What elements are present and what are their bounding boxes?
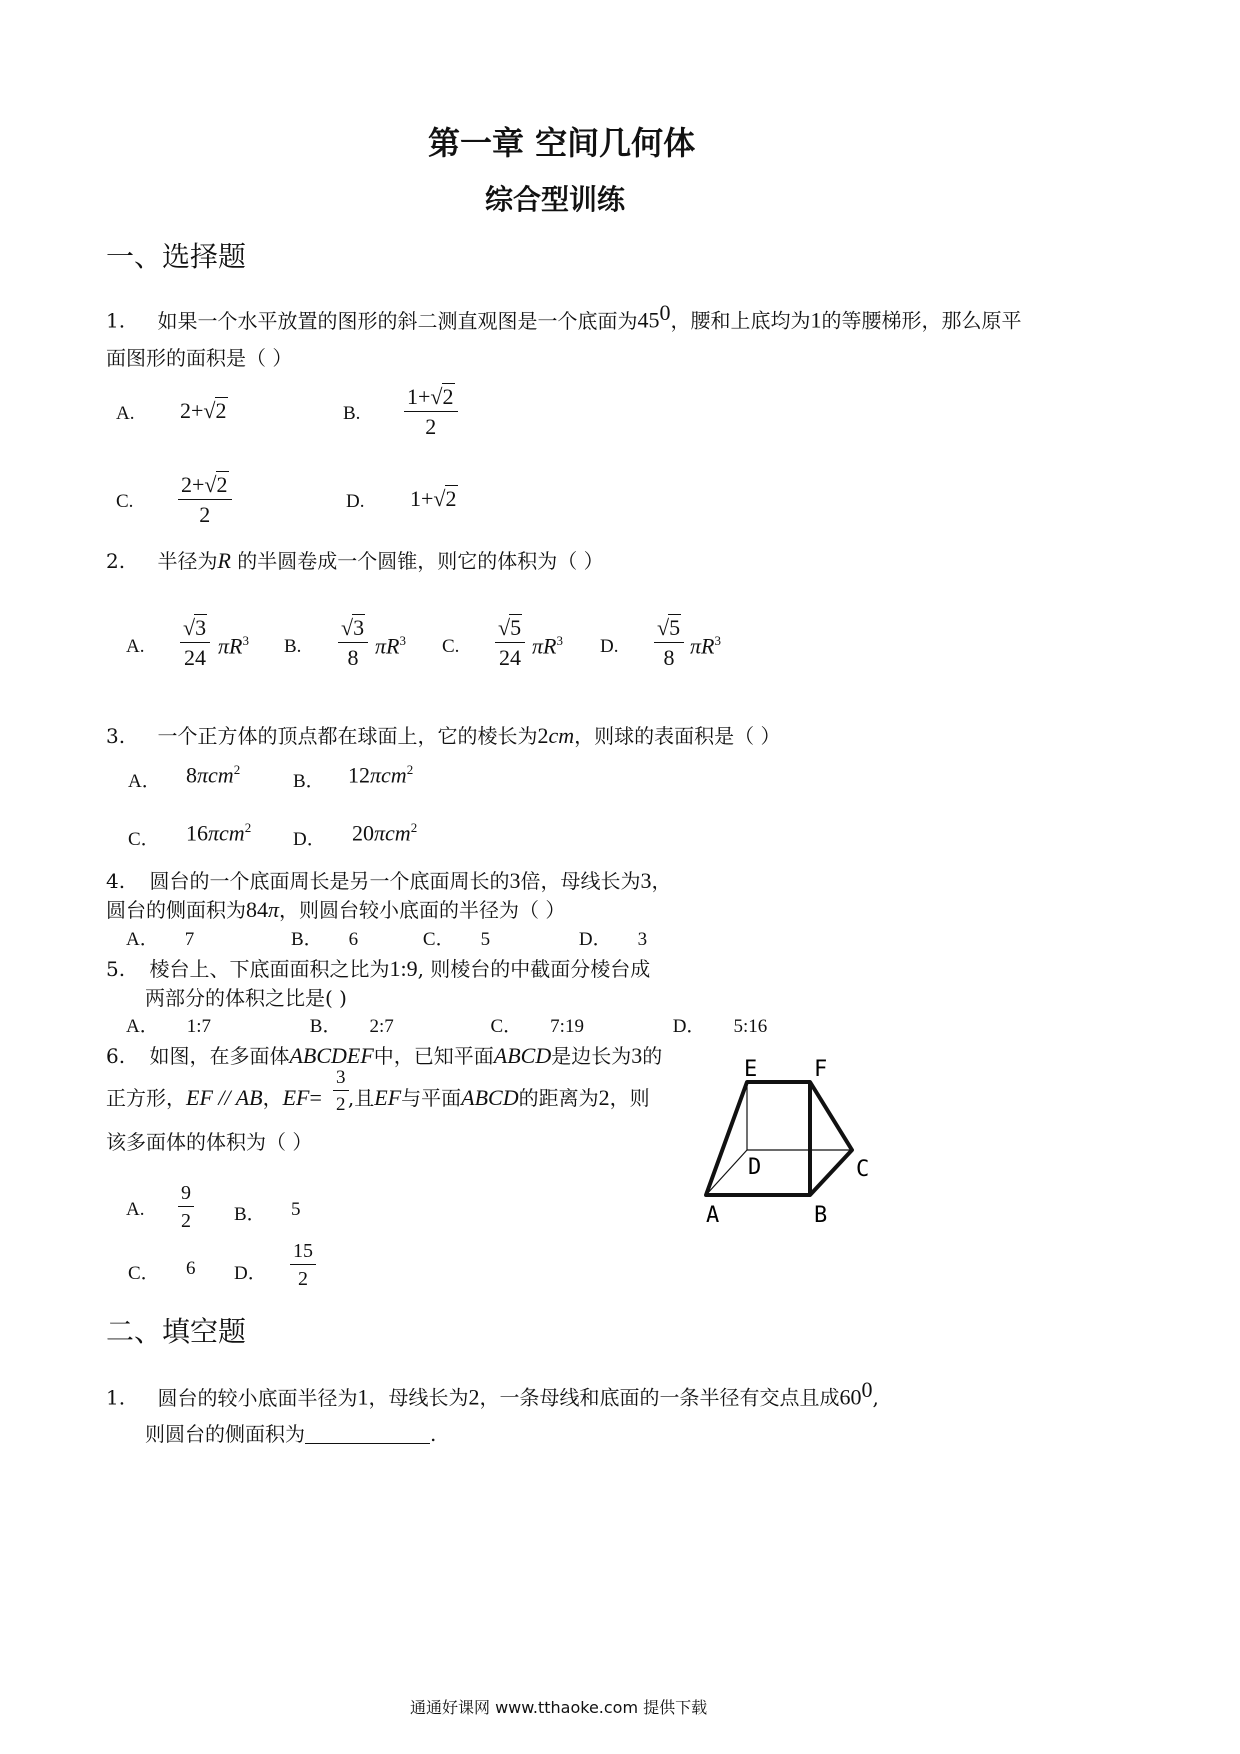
question-5-line2: 两部分的体积之比是( ) [145, 986, 347, 1010]
option-c-fraction: $\frac{2+√2}{2}$ [178, 474, 232, 526]
vertex-label-a: A [706, 1203, 720, 1228]
q4-options: A． 7 B． 6 C． 5 D． 3 [126, 929, 648, 950]
q2-option-c-pir3: $\pi R^3$ [532, 633, 563, 659]
math-angle: 45 [637, 307, 660, 333]
vertex-label-c: C [856, 1157, 870, 1182]
question-3: 3. 一个正方体的顶点都在球面上，它的棱长为2cm，则球的表面积是（ ） [106, 723, 781, 748]
question-text: 的等腰梯形，那么原平 [821, 308, 1022, 333]
q2-option-d-fraction: $\frac{√5}{8}$ [654, 617, 684, 669]
math-number: 1 [810, 307, 822, 333]
question-1-line2: 面图形的面积是（ ） [106, 346, 293, 370]
q3-option-d-value: 20πcm$^2$ [352, 820, 418, 846]
math-degree: 0 [659, 300, 671, 325]
question-2: 2. 半径为R 的半圆卷成一个圆锥，则它的体积为（ ） [106, 548, 604, 573]
q6-ef-fraction: $\frac{3}{2}$ [333, 1068, 349, 1114]
face-outline [706, 1082, 852, 1195]
answer-blank[interactable] [305, 1425, 430, 1444]
q5-options: A． 1:7 B． 2:7 C． 7:19 D． 5:16 [126, 1016, 768, 1037]
question-5: 5. 棱台上、下底面面积之比为1:9, 则棱台的中截面分棱台成 [106, 956, 651, 981]
q2-option-d-label: D. [600, 636, 619, 657]
q3-option-d-label: D． [293, 829, 326, 850]
question-6-line3: 该多面体的体积为（ ） [106, 1130, 313, 1154]
question-6-line2: 正方形，EF // AB，EF= ,且EF与平面ABCD的距离为2，则 [106, 1085, 650, 1110]
q6-option-b-value: 5 [291, 1199, 301, 1220]
question-4-line2: 圆台的侧面积为84π，则圆台较小底面的半径为（ ） [106, 897, 566, 922]
q2-option-b-fraction: $\frac{√3}{8}$ [338, 617, 368, 669]
q6-option-c-value: 6 [186, 1258, 196, 1279]
section-heading-choice: 一、选择题 [106, 240, 247, 273]
fill-question-1: 1. 圆台的较小底面半径为1，母线长为2，一条母线和底面的一条半径有交点且成$60^0$, [106, 1377, 879, 1410]
vertex-label-f: F [814, 1057, 828, 1082]
vertex-label-d: D [748, 1155, 762, 1180]
q3-option-b-value: 12πcm$^2$ [348, 762, 414, 788]
page-subtitle: 综合型训练 [485, 183, 626, 216]
option-d-value: 1+√2 [410, 486, 457, 511]
question-number: 1. [106, 308, 126, 333]
page-title: 第一章 空间几何体 [428, 124, 696, 162]
option-a-value: 2+√2 [180, 398, 227, 423]
q2-option-a-fraction: $\frac{√3}{24}$ [180, 617, 210, 669]
option-a-label: A. [116, 403, 135, 424]
q2-option-c-fraction: $\frac{√5}{24}$ [495, 617, 525, 669]
question-1 [106, 300, 1021, 334]
q2-option-a-label: A. [126, 636, 145, 657]
question-4: 4. 圆台的一个底面周长是另一个底面周长的3倍，母线长为3， [106, 868, 672, 893]
q2-option-b-pir3: $\pi R^3$ [375, 633, 406, 659]
q3-option-b-label: B． [293, 771, 325, 792]
q3-option-c-value: 16πcm$^2$ [186, 820, 252, 846]
option-c-label: C. [116, 491, 134, 512]
option-d-label: D. [346, 491, 365, 512]
q3-option-a-value: 8πcm$^2$ [186, 762, 241, 788]
vertex-label-e: E [744, 1057, 758, 1082]
option-b-fraction: $\frac{1+√2}{2}$ [404, 386, 458, 438]
q6-option-c-label: C． [128, 1263, 160, 1284]
q3-option-c-label: C． [128, 829, 160, 850]
question-6: 6. 如图，在多面体ABCDEF中，已知平面ABCD是边长为3的 [106, 1043, 663, 1068]
q2-option-a-pir3: $\pi R^3$ [218, 633, 249, 659]
q6-option-a-fraction: $\frac{9}{2}$ [178, 1183, 194, 1231]
q6-option-a-label: A. [126, 1199, 145, 1220]
option-b-label: B. [343, 403, 361, 424]
polyhedron-figure [690, 1050, 890, 1240]
q2-option-d-pir3: $\pi R^3$ [690, 633, 721, 659]
q6-option-d-label: D． [234, 1263, 267, 1284]
q6-option-d-fraction: $\frac{15}{2}$ [290, 1241, 316, 1289]
q6-option-b-label: B． [234, 1204, 266, 1225]
q2-option-b-label: B. [284, 636, 302, 657]
vertex-label-b: B [814, 1203, 828, 1228]
q3-option-a-label: A． [128, 771, 161, 792]
footer-text: 通通好课网 www.tthaoke.com 提供下载 [410, 1698, 708, 1717]
q2-option-c-label: C. [442, 636, 460, 657]
section-heading-fill: 二、填空题 [106, 1315, 247, 1348]
fill-question-1-line2: 则圆台的侧面积为 . [145, 1422, 437, 1446]
question-text: 如果一个水平放置的图形的斜二测直观图是一个底面为 [157, 308, 638, 333]
question-text: ，腰和上底均为 [670, 308, 811, 333]
